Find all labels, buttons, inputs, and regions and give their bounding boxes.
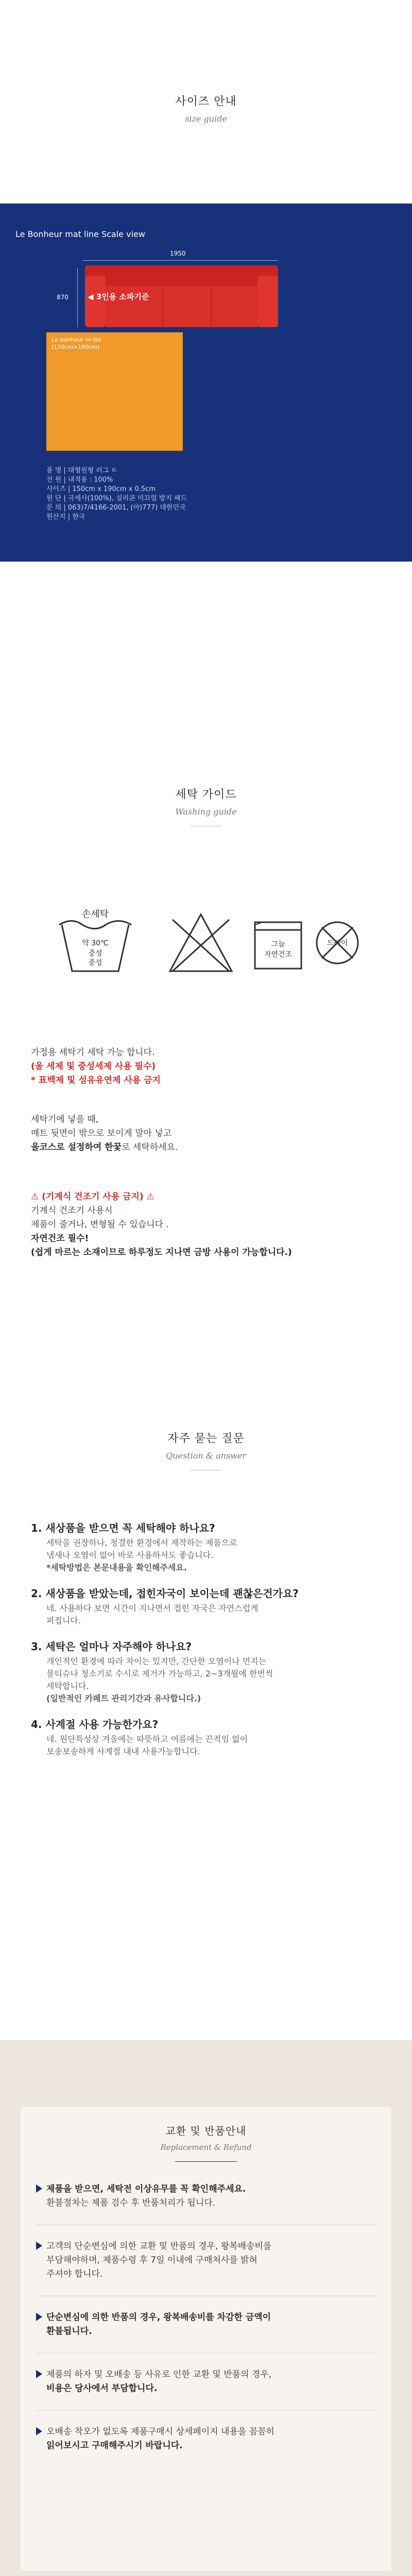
washing-text-1: 가정용 세탁기 세탁 가능 합니다. (울 세제 및 중성세제 사용 필수) * 표백제 및 섬유유연제 사용 금지 (31, 1047, 161, 1086)
faq-list (31, 1520, 386, 1769)
spec-row: 원산지 | 한국 (46, 513, 85, 521)
refund-item: 오배송 착오가 없도록 제품구매시 상세페이지 내용을 꼼꼼히 읽어보시고 구매해주시기 바랍니다. (36, 2425, 376, 2453)
scale-view-panel (0, 204, 412, 562)
care-symbols (52, 894, 360, 987)
washing-text-3: ⚠ (기계식 건조기 사용 금지) ⚠ 기계식 건조기 사용시 제품이 줄거나, 변형될 수 있습니다 . 자연건조 필수! (쉽게 마르는 소재이므로 하루정도 지나면 금방 사용이 가능합니다.) (31, 1192, 292, 1258)
refund-subtitle: Replacement & Refund (160, 2143, 252, 2152)
spec-row: 원 단 | 극세사(100%), 실리콘 미끄럼 방지 패드 (46, 495, 187, 502)
faq-item: 4. 사계절 사용 가능한가요? 네. 원단특성상 겨울에는 따뜻하고 여름에는 끈적임 없이 보송보송하게 사계절 내내 사용가능합니다. (31, 1718, 248, 1756)
faq-item: 2. 새상품을 받았는데, 접힌자국이 보이는데 괜찮은건가요? 네. 사용하다 보면 시간이 지나면서 접힌 자국은 자연스럽게 펴집니다. (31, 1587, 299, 1625)
shade-dry-icon (255, 922, 301, 969)
height-dimension-label: 870 (57, 294, 68, 301)
faq-header (0, 1430, 412, 1470)
faq-subtitle: Question & answer (166, 1451, 246, 1461)
refund-item: 제품을 받으면, 세탁전 이상유무를 꼭 확인해주세요. 환불절차는 제품 검수 후 반품처리가 됩니다. (36, 2182, 376, 2210)
size-guide-title: 사이즈 안내 (175, 95, 237, 108)
faq-title: 자주 묻는 질문 (167, 1432, 245, 1445)
spec-row: 사이즈 | 150cm x 190cm x 0.5cm (46, 485, 156, 493)
svg-text:중성: 중성 (88, 959, 102, 967)
mat-size-label: (130cm×190cm) (52, 344, 100, 350)
size-guide-header (0, 93, 412, 124)
mat-illustration (46, 332, 183, 451)
spec-row: 문 의 | 063)7/4166-2001, (아)777) 대한민국 (46, 504, 186, 512)
svg-text:드라이: 드라이 (327, 939, 348, 947)
washing-text-2: 세탁기에 넣을 때, 매트 뒷면이 밖으로 보이게 말아 넣고 울코스로 설정하여 한꿏로 세탁하세요. (31, 1114, 178, 1153)
width-dimension-label: 1950 (170, 250, 186, 257)
faq-item: 3. 세탁은 얼마나 자주해야 하나요? 개인적인 환경에 따라 차이는 있지만, 간단한 오염이나 먼지는 물티슈나 청소기로 수시로 제거가 가능하고, 2~3개월에 한번씩 세탁합니다. (일반적인 카페트 관리기간과 유사합니다.) (31, 1640, 273, 1703)
svg-text:자연건조: 자연건조 (264, 951, 293, 959)
faq-item: 1. 새상품을 받으면 꼭 세탁해야 하나요? 세탁을 권장하나, 청결한 환경에서 제작하는 제품으로 냄새나 오염이 없어 바로 사용하셔도 좋습니다. *세탁방법은 본문내용을 확인해주세요. (31, 1522, 237, 1572)
refund-title: 교환 및 반품안내 (165, 2125, 247, 2137)
size-guide-subtitle: size guide (185, 114, 227, 124)
spec-row: 전 원 | 내적용 : 100% (46, 476, 113, 484)
svg-text:중성: 중성 (88, 950, 102, 958)
height-dimension-line (77, 268, 78, 327)
svg-text:손세탁: 손세탁 (81, 909, 109, 920)
no-bleach-icon (170, 914, 232, 971)
svg-text:그늘: 그늘 (271, 940, 285, 948)
washing-guide-subtitle: Washing guide (175, 807, 237, 817)
refund-header (21, 2123, 391, 2162)
washing-guide-title: 세탁 가이드 (175, 788, 237, 801)
washing-guide-header (0, 786, 412, 826)
spec-row: 품 명 | 대형원형 러그 ㅌ (46, 467, 118, 474)
width-dimension-line (82, 260, 278, 261)
refund-item: 단순변심에 의한 반품의 경우, 왕복배송비를 차감한 금액이 환불됩니다. (36, 2311, 376, 2338)
refund-item: 고객의 단순변심에 의한 교환 및 반품의 경우, 왕복배송비를 부담해야하며, 제품수령 후 7일 이내에 구매처사를 밝혀 주셔야 합니다. (36, 2240, 376, 2281)
sofa-label: ◀ 3인용 소파기준 (88, 292, 149, 301)
spec-list (46, 466, 187, 522)
refund-item: 제품의 하자 및 오배송 등 사유로 인한 교환 및 반품의 경우, 비용은 당사에서 부담합니다. (36, 2368, 376, 2396)
no-dryclean-icon (317, 922, 358, 963)
refund-section (0, 2040, 412, 2576)
mat-brand-label: Le bonheur m-tbt (52, 336, 101, 343)
hand-wash-icon (59, 909, 131, 971)
scale-view-title: Le Bonheur mat line Scale view (15, 229, 145, 239)
refund-list (21, 2162, 391, 2453)
svg-text:약 30℃: 약 30℃ (82, 939, 109, 947)
